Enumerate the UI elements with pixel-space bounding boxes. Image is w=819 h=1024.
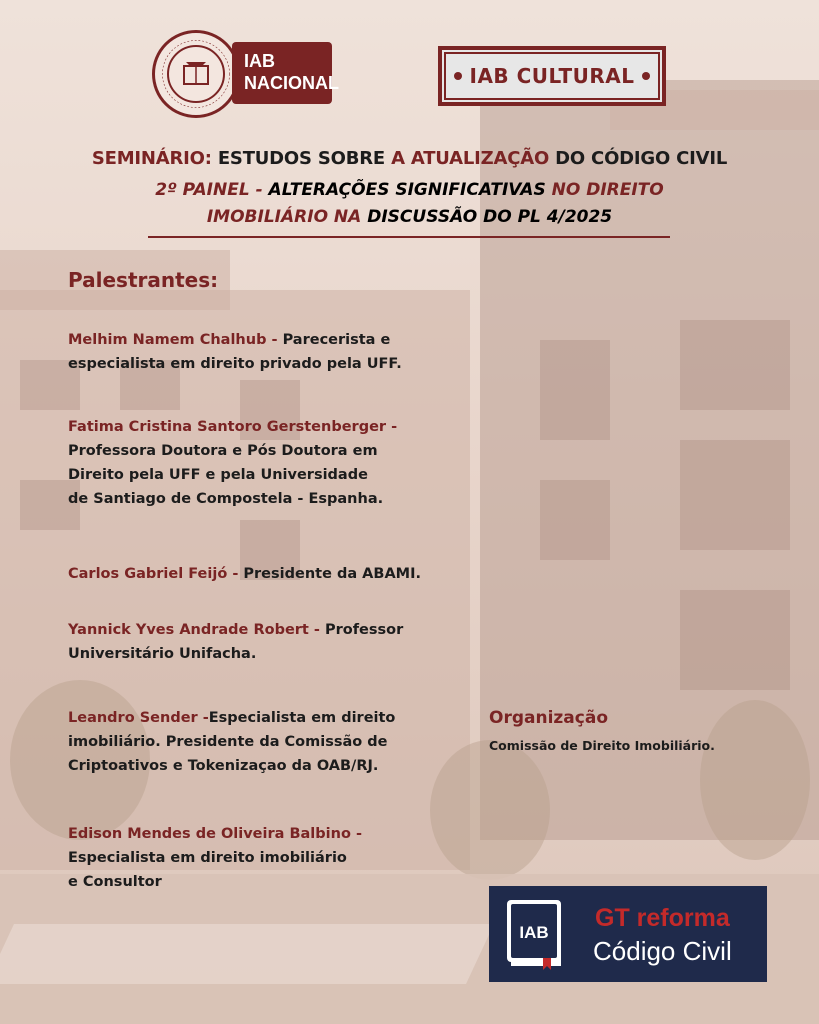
- speaker-desc: imobiliário. Presidente da Comissão de: [68, 734, 388, 750]
- speakers-heading: Palestrantes:: [68, 268, 219, 292]
- speaker-desc: Criptoativos e Tokenizaçao da OAB/RJ.: [68, 758, 379, 774]
- subtitle-part: IMOBILIÁRIO NA: [206, 207, 362, 227]
- book-label: IAB: [519, 923, 549, 942]
- speaker-desc: Professor: [319, 622, 404, 638]
- subtitle-part: 2º PAINEL -: [155, 180, 269, 200]
- speaker-name: Edison Mendes de Oliveira Balbino -: [68, 826, 362, 842]
- book-icon: [503, 896, 569, 972]
- speaker-desc: Especialista em direito imobiliário: [68, 850, 347, 866]
- subtitle-part: ALTERAÇÕES SIGNIFICATIVAS: [268, 180, 546, 200]
- speaker-name: Fatima Cristina Santoro Gerstenberger -: [68, 419, 398, 435]
- speaker-item: [68, 328, 428, 376]
- organization-text: Comissão de Direito Imobiliário.: [489, 738, 715, 753]
- speaker-desc: Professora Doutora e Pós Doutora em: [68, 443, 378, 459]
- speaker-desc: especialista em direito privado pela UFF.: [68, 356, 402, 372]
- speaker-name: Leandro Sender -: [68, 710, 209, 726]
- organization-heading: Organização: [489, 708, 608, 728]
- speaker-desc: Parecerista e: [277, 332, 391, 348]
- speaker-name: Melhim Namem Chalhub -: [68, 332, 278, 348]
- iab-nacional-logo: [152, 30, 339, 118]
- speaker-item: [68, 415, 428, 511]
- speaker-name: Carlos Gabriel Feijó -: [68, 566, 239, 582]
- subtitle-part: NO DIREITO: [545, 180, 664, 200]
- speaker-name: Yannick Yves Andrade Robert -: [68, 622, 320, 638]
- speaker-item: [68, 618, 428, 666]
- gt-reforma-logo: [489, 886, 767, 982]
- seal-ring-icon: [155, 33, 237, 115]
- title-part-2: ESTUDOS SOBRE: [211, 148, 392, 169]
- bullet-icon: [454, 72, 462, 80]
- speaker-desc: Especialista em direito: [208, 710, 396, 726]
- title-part-3: A ATUALIZAÇÃO: [391, 148, 550, 169]
- speaker-item: [68, 706, 428, 778]
- subtitle-line-2: [0, 207, 819, 227]
- speaker-desc: Universitário Unifacha.: [68, 646, 257, 662]
- nacional-line2: NACIONAL: [244, 73, 339, 93]
- page-title: [0, 148, 819, 169]
- subtitle-part: DISCUSSÃO DO PL 4/2025: [361, 207, 613, 227]
- speaker-desc: de Santiago de Compostela - Espanha.: [68, 491, 384, 507]
- speaker-desc: Presidente da ABAMI.: [238, 566, 422, 582]
- speaker-desc: Direito pela UFF e pela Universidade: [68, 467, 368, 483]
- speaker-desc: e Consultor: [68, 874, 162, 890]
- cultural-text: IAB CULTURAL: [469, 64, 635, 88]
- nacional-line1: IAB: [244, 51, 275, 71]
- iab-cultural-logo: [438, 46, 666, 106]
- speaker-item: [68, 562, 428, 586]
- bullet-icon: [642, 72, 650, 80]
- iab-seal-icon: [152, 30, 240, 118]
- title-part-4: DO CÓDIGO CIVIL: [549, 148, 728, 169]
- speaker-item: [68, 822, 428, 894]
- divider: [148, 236, 670, 238]
- gt-line-2: Código Civil: [593, 936, 732, 966]
- gt-line-1: GT reforma: [595, 904, 730, 932]
- subtitle-line-1: [0, 180, 819, 200]
- title-part-1: SEMINÁRIO:: [91, 148, 212, 169]
